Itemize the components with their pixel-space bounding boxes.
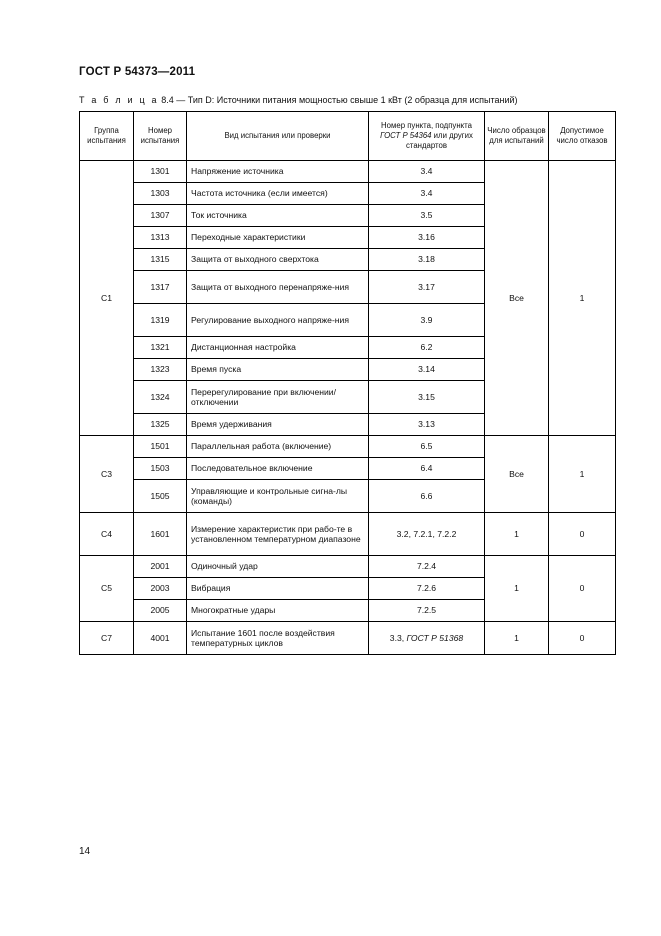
test-description: Вибрация <box>187 578 369 600</box>
test-description: Время пуска <box>187 359 369 381</box>
clause-cell: 3.13 <box>369 414 485 436</box>
samples-cell: 1 <box>485 556 549 622</box>
samples-cell: Все <box>485 161 549 436</box>
group-cell: C7 <box>80 622 134 655</box>
clause-cell: 3.17 <box>369 271 485 304</box>
test-number: 1505 <box>134 480 187 513</box>
failures-cell: 0 <box>549 622 616 655</box>
test-number: 1313 <box>134 227 187 249</box>
clause-cell: 3.9 <box>369 304 485 337</box>
samples-cell: 1 <box>485 513 549 556</box>
test-table <box>79 111 616 655</box>
table-caption-text: 8.4 — Тип D: Источники питания мощностью свыше 1 кВт (2 образца для испытаний) <box>161 95 518 105</box>
test-number: 1325 <box>134 414 187 436</box>
test-description: Защита от выходного перенапряже-ния <box>187 271 369 304</box>
clause-cell: 7.2.4 <box>369 556 485 578</box>
test-number: 1319 <box>134 304 187 337</box>
test-number: 1323 <box>134 359 187 381</box>
test-description: Одиночный удар <box>187 556 369 578</box>
test-description: Испытание 1601 после воздействия температурных циклов <box>187 622 369 655</box>
test-description: Перерегулирование при включении/ отключении <box>187 381 369 414</box>
test-number: 1301 <box>134 161 187 183</box>
table-header-row <box>80 112 616 161</box>
clause-cell: 3.16 <box>369 227 485 249</box>
test-description: Регулирование выходного напряже-ния <box>187 304 369 337</box>
col-header-kind: Вид испытания или проверки <box>187 112 369 161</box>
clause-cell: 3.15 <box>369 381 485 414</box>
test-number: 1601 <box>134 513 187 556</box>
table-row <box>80 556 616 578</box>
clause-cell <box>369 622 485 655</box>
test-description: Напряжение источника <box>187 161 369 183</box>
col-header-samples: Число образцов для испытаний <box>485 112 549 161</box>
page-number: 14 <box>79 846 91 857</box>
clause-cell: 6.2 <box>369 337 485 359</box>
test-number: 4001 <box>134 622 187 655</box>
table-row <box>80 161 616 183</box>
samples-cell: Все <box>485 436 549 513</box>
clause-cell: 3.2, 7.2.1, 7.2.2 <box>369 513 485 556</box>
test-description: Дистанционная настройка <box>187 337 369 359</box>
col-header-clause-a: Номер пункта, подпункта <box>381 121 472 130</box>
test-number: 1324 <box>134 381 187 414</box>
table-row <box>80 513 616 556</box>
group-cell: C4 <box>80 513 134 556</box>
test-description: Многократные удары <box>187 600 369 622</box>
test-description: Управляющие и контрольные сигна-лы (команды) <box>187 480 369 513</box>
clause-cell: 6.5 <box>369 436 485 458</box>
failures-cell: 0 <box>549 513 616 556</box>
test-description: Переходные характеристики <box>187 227 369 249</box>
group-cell: C5 <box>80 556 134 622</box>
col-header-number: Номер испытания <box>134 112 187 161</box>
test-number: 1307 <box>134 205 187 227</box>
clause-cell: 7.2.6 <box>369 578 485 600</box>
col-header-clause <box>369 112 485 161</box>
table-row <box>80 622 616 655</box>
test-description: Измерение характеристик при рабо-те в установленном температурном диапазоне <box>187 513 369 556</box>
clause-cell: 3.18 <box>369 249 485 271</box>
test-number: 1503 <box>134 458 187 480</box>
clause-cell: 6.4 <box>369 458 485 480</box>
clause-ref: ГОСТ Р 51368 <box>406 632 464 643</box>
failures-cell: 1 <box>549 436 616 513</box>
group-cell: C1 <box>80 161 134 436</box>
clause-prefix: 3.3, <box>389 632 405 643</box>
col-header-group: Группа испытания <box>80 112 134 161</box>
test-number: 1501 <box>134 436 187 458</box>
test-description: Защита от выходного сверхтока <box>187 249 369 271</box>
clause-cell: 6.6 <box>369 480 485 513</box>
clause-cell: 3.4 <box>369 161 485 183</box>
clause-cell: 3.4 <box>369 183 485 205</box>
test-description: Частота источника (если имеется) <box>187 183 369 205</box>
test-description: Последовательное включение <box>187 458 369 480</box>
test-number: 1315 <box>134 249 187 271</box>
group-cell: C3 <box>80 436 134 513</box>
failures-cell: 0 <box>549 556 616 622</box>
failures-cell: 1 <box>549 161 616 436</box>
test-description: Ток источника <box>187 205 369 227</box>
col-header-clause-ref: ГОСТ Р 54364 <box>380 131 432 140</box>
test-number: 1303 <box>134 183 187 205</box>
test-number: 1321 <box>134 337 187 359</box>
table-row <box>80 436 616 458</box>
table-caption <box>79 95 518 105</box>
samples-cell: 1 <box>485 622 549 655</box>
document-header: ГОСТ Р 54373—2011 <box>79 66 196 78</box>
test-number: 2001 <box>134 556 187 578</box>
test-description: Параллельная работа (включение) <box>187 436 369 458</box>
col-header-clause-b: или других стандартов <box>405 131 473 150</box>
clause-cell: 3.5 <box>369 205 485 227</box>
test-number: 1317 <box>134 271 187 304</box>
table-caption-prefix: Т а б л и ц а <box>79 95 159 105</box>
test-number: 2005 <box>134 600 187 622</box>
test-number: 2003 <box>134 578 187 600</box>
clause-cell: 3.14 <box>369 359 485 381</box>
col-header-failures: Допустимое число отказов <box>549 112 616 161</box>
clause-cell: 7.2.5 <box>369 600 485 622</box>
test-description: Время удерживания <box>187 414 369 436</box>
